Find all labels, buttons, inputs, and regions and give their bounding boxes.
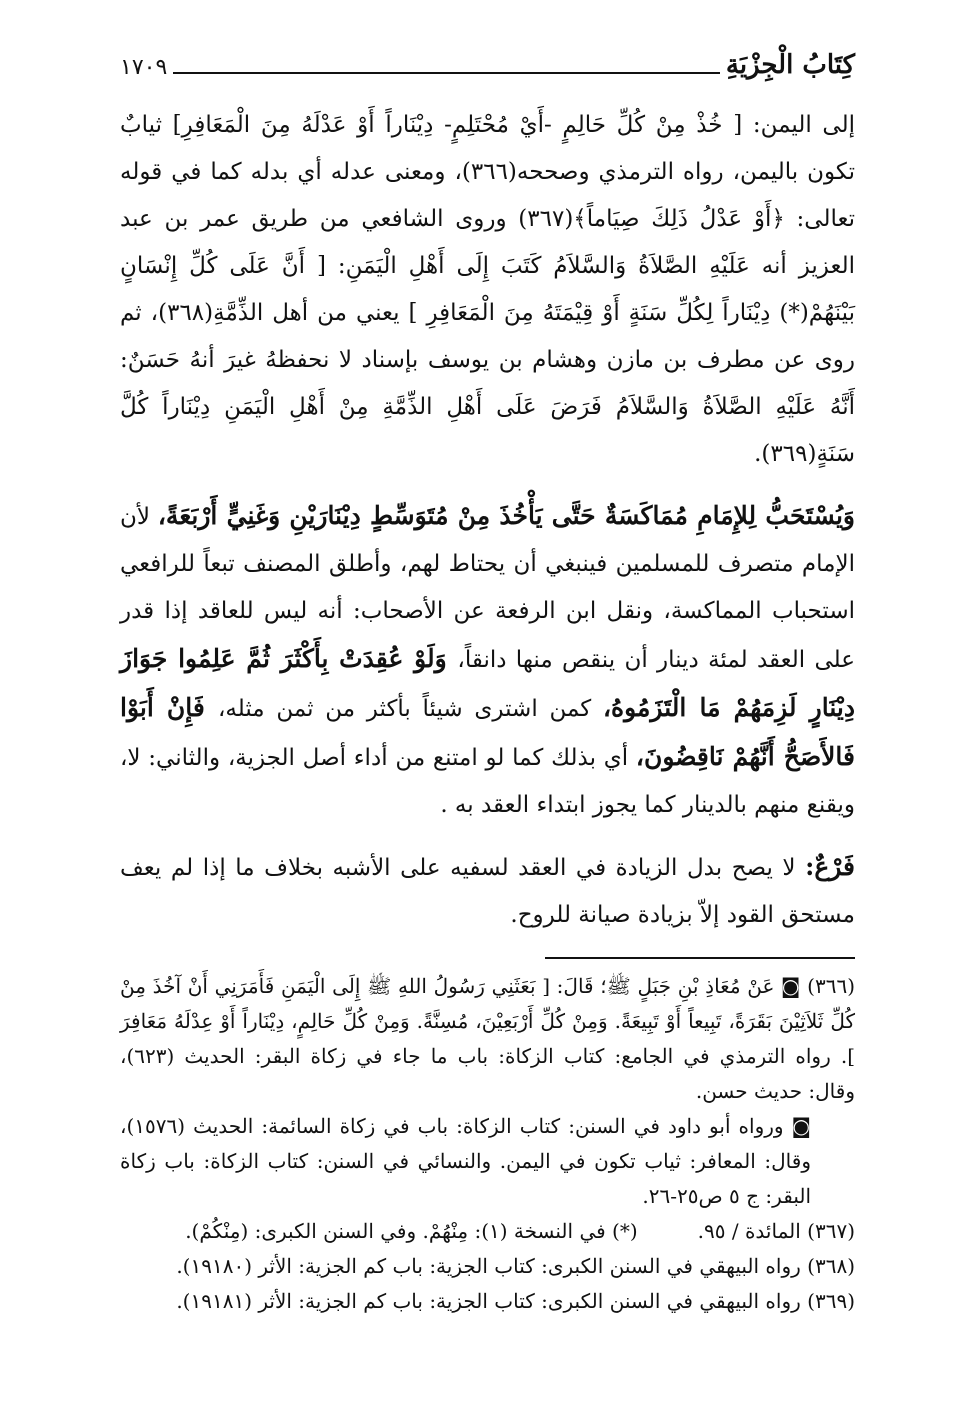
paragraph-3 <box>120 843 855 939</box>
matn-text-3: فَإِنْ أَبَوْا فَالأَصَحُّ أَنَّهُمْ نَاقِضُونَ، <box>120 693 855 771</box>
paragraph-1: إلى اليمن: [ خُذْ مِنْ كُلِّ حَالِمٍ -أَيْ مُحْتَلِمٍ- دِيْنَاراً أَوْ عَدْلَهُ مِنَ الْمَعَافِرِ] ثيابٌ تكون باليمن، رواه الترمذي وصححه(٣٦٦)، ومعنى عدله أي بدله كما في قوله تعالى: ﴿أَوْ عَدْلُ ذَلِكَ صِيَاماً﴾(٣٦٧) وروى الشافعي من طريق عمر بن عبد العزيز أنه عَلَيْهِ الصَّلاَةُ وَالسَّلاَمُ كَتَبَ إِلَى أَهْلِ الْيَمَنِ: [ أَنَّ عَلَى كُلِّ إِنْسَانٍ بَيْنَهُمْ(*) دِيْنَاراً لِكُلِّ سَنَةٍ أَوْ قِيْمَتَهُ مِنَ الْمَعَافِرِ ] يعني من أهل الذِّمَّةِ(٣٦٨)، ثم روى عن مطرف بن مازن وهشام بن يوسف بإسناد لا نحفظهُ غيرَ أنهُ حَسَنٌ: أَنَّهُ عَلَيْهِ الصَّلاَةُ وَالسَّلاَمُ فَرَضَ عَلَى أَهْلِ الذِّمَّةِ مِنْ أَهْلِ الْيَمَنِ دِيْنَاراً كُلَّ سَنَةٍ(٣٦٩). <box>120 112 856 467</box>
page-number: ١٧٠٩ <box>120 55 168 80</box>
sharh-text-1: لأن الإمام متصرف للمسلمين فينبغي أن يحتاط لهم، وأطلق المصنف تبعاً للرافعي استحباب المماكسة، ونقل ابن الرفعة عن الأصحاب: أنه ليس للعاقد إذا قدر على العقد لمئة دينار أن ينقص منها دانقاً، <box>120 504 855 673</box>
running-header <box>120 40 855 80</box>
footnote-separator <box>545 957 855 959</box>
chapter-title: كِتَابُ الْجِزْيَةِ <box>725 50 855 80</box>
far-label: فَرْعٌ: <box>805 852 855 881</box>
footnote-366: (٣٦٦) ◙ عَنْ مُعَاذِ بْنِ جَبَلٍ ﷺ؛ قَالَ: [ بَعَثَنِي رَسُولُ اللهِ ﷺ إِلَى الْيَمَنِ فَأَمَرَنِي أَنْ آخُذَ مِنْ كُلِّ ثَلاَثِيْنَ بَقَرَةً، تَبِيعاً أَوْ تَبِيعَةً. وَمِنْ كُلِّ أَرْبَعِيْنَ، مُسِنَّةً. وَمِنْ كُلِّ حَالِمٍ، دِيْنَاراً أَوْ عِدْلَهُ مَعَافِرَ ]. رواه الترمذي في الجامع: كتاب الزكاة: باب ما جاء في زكاة البقر: الحديث (٦٢٣)، وقال: حديث حسن. <box>120 974 855 1103</box>
book-page <box>120 40 855 1319</box>
footnote-row-367 <box>120 1214 855 1249</box>
far-text: لا يصح بدل الزيادة في العقد لسفيه على الأشبه بخلاف ما إذا لم يعف مستحق القود إلاّ بزيادة صيانة للروح. <box>120 855 855 928</box>
footnote-367: (٣٦٧) المائدة / ٩٥. <box>697 1219 855 1243</box>
paragraph-2 <box>120 492 855 829</box>
footnote-366-continued: ◙ ورواه أبو داود في السنن: كتاب الزكاة: باب في زكاة السائمة: الحديث (١٥٧٦)، وقال: المعافر: ثياب تكون في اليمن. والنسائي في السنن: كتاب الزكاة: باب زكاة البقر: ج ٥ ص٢٥-٢٦. <box>120 1114 811 1208</box>
footnote-star: (*) في النسخة (١): مِنْهُمْ. وفي السنن الكبرى: (مِنْكُمْ). <box>185 1219 638 1243</box>
footnote-368: (٣٦٨) رواه البيهقي في السنن الكبرى: كتاب الجزية: باب كم الجزية: الأثر (١٩١٨٠). <box>176 1254 855 1278</box>
sharh-text-2: كمن اشترى شيئاً بأكثر من ثمن مثله، <box>217 696 603 722</box>
footnotes <box>120 969 855 1319</box>
matn-text-2: وَلَوْ عُقِدَتْ بِأَكْثَرَ ثُمَّ عَلِمُوا جَوَازَ دِيْنَارٍ لَزِمَهُمْ مَا الْتَزَمُوهُ، <box>120 644 855 722</box>
main-text <box>120 102 855 939</box>
footnote-369: (٣٦٩) رواه البيهقي في السنن الكبرى: كتاب الجزية: باب كم الجزية: الأثر (١٩١٨١). <box>176 1289 855 1313</box>
header-rule <box>173 72 720 74</box>
sharh-text-3: أي بذلك كما لو امتنع من أداء أصل الجزية، والثاني: لا، ويقنع منهم بالدينار كما يجوز ابتداء العقد به . <box>120 745 855 818</box>
matn-text-1: وَيُسْتَحَبُّ لِلإِمَامِ مُمَاكَسَةٌ حَتَّى يَأْخُذَ مِنْ مُتَوَسِّطٍ دِيْنَارَيْنِ وَغَنِيٍّ أَرْبَعَةً، <box>157 501 855 530</box>
